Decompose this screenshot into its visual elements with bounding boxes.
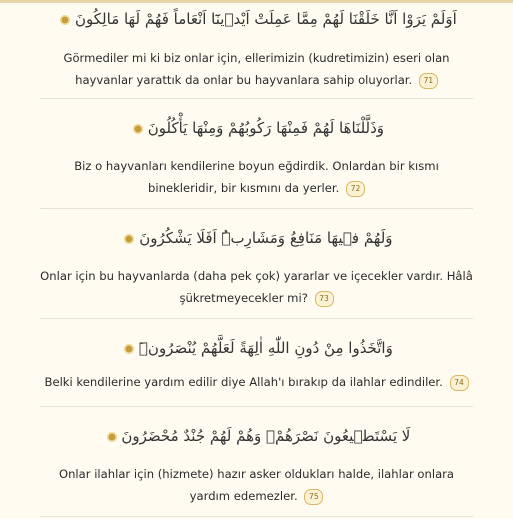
translation-text: Onlar için bu hayvanlarda (daha pek çok) yararlar ve içecekler vardır. Hâlâ şükretmeyecekler mi? — [40, 269, 473, 305]
arabic-verse-text — [40, 337, 473, 359]
arabic-text: اَوَلَمْ يَرَوْا اَنَّا خَلَقْنَا لَهُمْ مِمَّا عَمِلَتْ اَيْد۪ينَٓا اَنْعَاماً فَهُمْ لَهَا مَالِكُونَ — [75, 10, 457, 28]
verse-translation — [40, 155, 473, 199]
verse-number-badge[interactable]: 73 — [315, 291, 334, 307]
ayah-end-marker-icon — [133, 124, 143, 134]
translation-text: Biz o hayvanları kendilerine boyun eğdirdik. Onlardan bir kısmı binekleridir, bir kısmını da yerler. — [74, 159, 439, 195]
arabic-verse-text — [40, 117, 473, 139]
verse-number-badge[interactable]: 75 — [304, 489, 323, 505]
verse-item[interactable] — [40, 407, 473, 517]
arabic-text: لَا يَسْتَط۪يعُونَ نَصْرَهُمْۙ وَهُمْ لَهُمْ جُنْدٌ مُحْضَرُونَ — [121, 427, 411, 445]
verse-translation — [40, 47, 473, 91]
arabic-verse-text — [40, 425, 473, 447]
arabic-text: وَلَهُمْ ف۪يهَا مَنَافِعُ وَمَشَارِبُۜ اَفَلَا يَشْكُرُونَ — [139, 229, 393, 247]
ayah-end-marker-icon — [60, 15, 70, 25]
verse-number-badge[interactable]: 71 — [419, 73, 438, 89]
arabic-verse-text — [40, 227, 473, 249]
verse-list — [40, 3, 473, 517]
arabic-text: وَذَلَّلْنَاهَا لَهُمْ فَمِنْهَا رَكُوبُهُمْ وَمِنْهَا يَأْكُلُونَ — [147, 119, 385, 137]
arabic-text: وَاتَّخَذُوا مِنْ دُونِ اللّٰهِ اٰلِهَةً لَعَلَّهُمْ يُنْصَرُونَۜ — [138, 339, 393, 357]
verse-translation — [40, 265, 473, 309]
arabic-verse-text — [40, 8, 473, 30]
verse-item[interactable] — [40, 209, 473, 319]
verse-translation — [40, 371, 473, 393]
verse-item[interactable] — [40, 99, 473, 209]
ayah-end-marker-icon — [107, 432, 117, 442]
translation-text: Belki kendilerine yardım edilir diye Allah'ı bırakıp da ilahlar edindiler. — [44, 375, 443, 389]
verse-item[interactable] — [40, 319, 473, 407]
verse-number-badge[interactable]: 74 — [450, 375, 469, 391]
translation-text: Onlar ilahlar için (hizmete) hazır asker oldukları halde, ilahlar onlara yardım edemezler. — [58, 467, 455, 503]
verse-item[interactable] — [40, 3, 473, 99]
verse-translation — [40, 463, 473, 507]
ayah-end-marker-icon — [124, 344, 134, 354]
ayah-end-marker-icon — [124, 234, 134, 244]
translation-text: Görmediler mi ki biz onlar için, ellerimizin (kudretimizin) eseri olan hayvanlar yarattık da onlar bu hayvanlara sahip oluyorlar. — [63, 51, 450, 87]
verse-number-badge[interactable]: 72 — [346, 181, 365, 197]
